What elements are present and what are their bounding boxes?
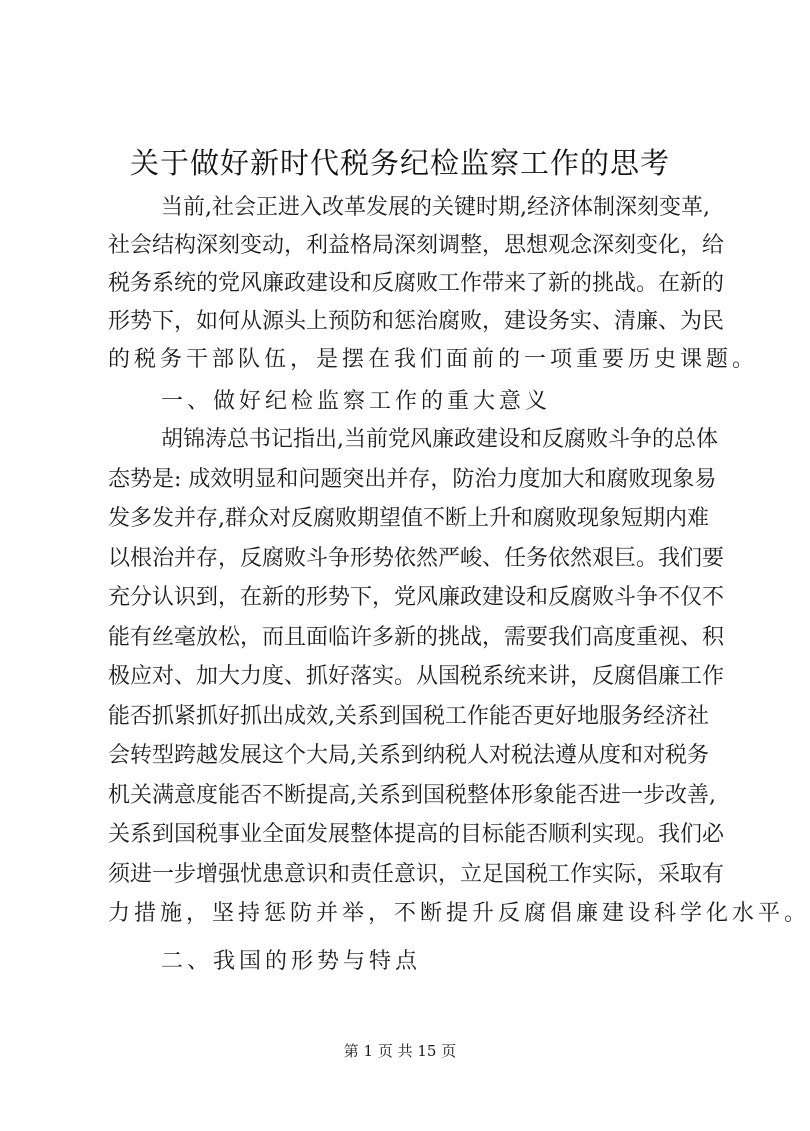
paragraph-line: 须进一步增强忧患意识和责任意识，立足国税工作实际，采取有 (108, 861, 725, 887)
paragraph-significance (108, 420, 810, 934)
document-title: 关于做好新时代税务纪检监察工作的思考 (129, 146, 670, 180)
paragraph-line: 会转型跨越发展这个大局,关系到纳税人对税法遵从度和对税务 (108, 743, 709, 768)
paragraph-line: 税务系统的党风廉政建设和反腐败工作带来了新的挑战。在新的 (108, 271, 725, 296)
paragraph-line: 形势下，如何从源头上预防和惩治腐败，建设务实、清廉、为民 (108, 309, 725, 334)
paragraph-line: 能有丝毫放松，而且面临许多新的挑战，需要我们高度重视、积 (108, 624, 725, 650)
section-heading-1: 一、做好纪检监察工作的重大意义 (161, 389, 552, 414)
paragraph-line: 机关满意度能否不断提高,关系到国税整体形象能否进一步改善, (108, 782, 716, 808)
page-number-footer: 第 1 页 共 15 页 (343, 1042, 457, 1060)
paragraph-line: 态势是: 成效明显和问题突出并存，防治力度加大和腐败现象易 (108, 466, 717, 492)
paragraph-line: 社会结构深刻变动，利益格局深刻调整，思想观念深刻变化，给 (108, 233, 725, 258)
paragraph-line: 发多发并存,群众对反腐败期望值不断上升和腐败现象短期内难 (108, 506, 709, 531)
paragraph-intro (108, 189, 759, 379)
paragraph-line: 胡锦涛总书记指出,当前党风廉政建设和反腐败斗争的总体 (161, 427, 718, 452)
paragraph-line: 的税务干部队伍，是摆在我们面前的一项重要历史课题。 (108, 347, 759, 372)
paragraph-line: 能否抓紧抓好抓出成效,关系到国税工作能否更好地服务经济社 (108, 703, 709, 729)
paragraph-line: 以根治并存，反腐败斗争形势依然严峻、任务依然艰巨。我们要 (108, 545, 725, 571)
paragraph-line: 极应对、加大力度、抓好落实。从国税系统来讲，反腐倡廉工作 (108, 664, 725, 689)
paragraph-line: 当前,社会正进入改革发展的关键时期,经济体制深刻变革, (161, 195, 710, 220)
paragraph-line: 关系到国税事业全面发展整体提高的目标能否顺利实现。我们必 (108, 822, 725, 847)
section-heading-2: 二、我国的形势与特点 (161, 949, 422, 974)
paragraph-line: 力措施，坚持惩防并举，不断提升反腐倡廉建设科学化水平。 (108, 901, 810, 926)
paragraph-line: 充分认识到，在新的形势下，党风廉政建设和反腐败斗争不仅不 (108, 585, 725, 610)
